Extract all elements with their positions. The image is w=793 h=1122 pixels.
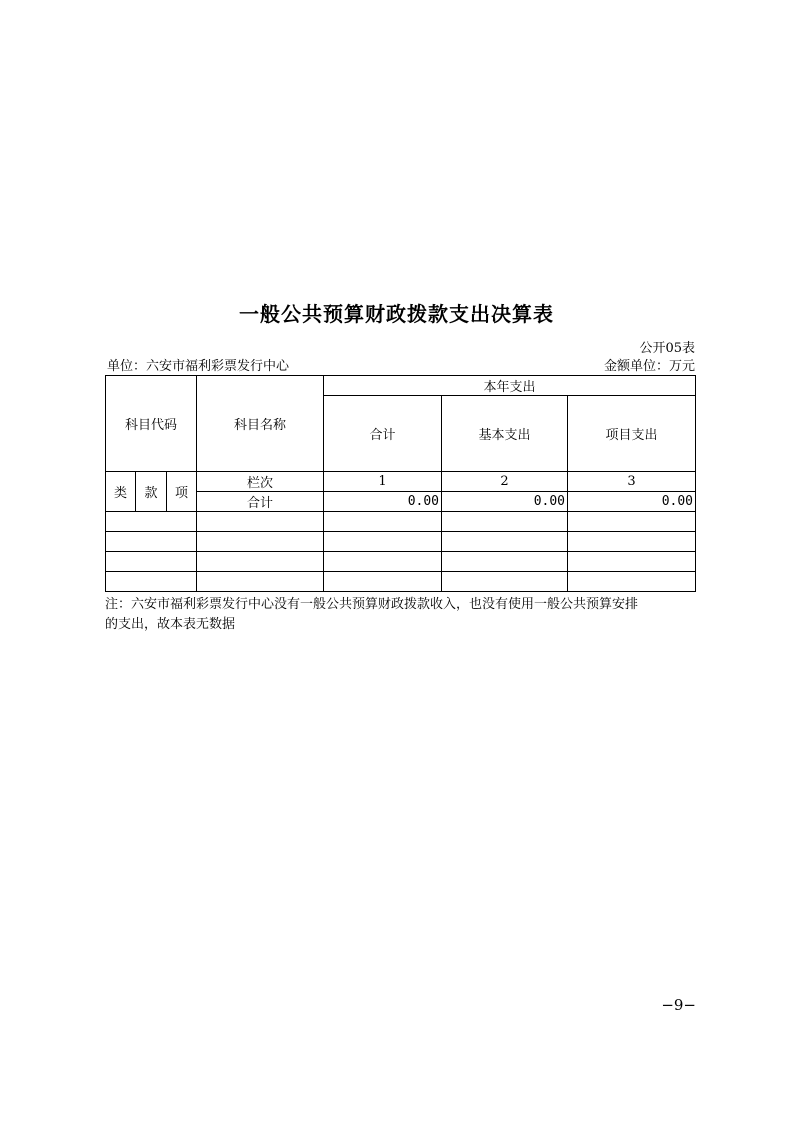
footnote [105, 595, 697, 635]
footnote-line: 的支出，故本表无数据 [105, 617, 236, 632]
empty-cell [197, 512, 324, 532]
empty-cell [324, 532, 442, 552]
basic-value: 0.00 [442, 492, 568, 512]
empty-cell [442, 572, 568, 592]
col-item: 项 [167, 472, 197, 512]
page-number: −9− [661, 996, 696, 1014]
total-value: 0.00 [324, 492, 442, 512]
row-total-label: 合计 [197, 492, 324, 512]
empty-cell [324, 572, 442, 592]
form-number: 公开05表 [639, 341, 695, 356]
empty-cell [568, 552, 696, 572]
empty-cell [324, 512, 442, 532]
header-basic: 基本支出 [442, 396, 568, 472]
col-no-3: 3 [568, 472, 696, 492]
empty-cell [442, 512, 568, 532]
empty-cell [197, 572, 324, 592]
footnote-line: 注：六安市福利彩票发行中心没有一般公共预算财政拨款收入，也没有使用一般公共预算安排 [105, 597, 639, 612]
header-current-year: 本年支出 [324, 376, 696, 396]
header-subject-code: 科目代码 [106, 376, 197, 472]
page-title: 一般公共预算财政拨款支出决算表 [239, 302, 554, 326]
empty-cell [568, 512, 696, 532]
expenditure-table [105, 375, 696, 592]
empty-cell [568, 532, 696, 552]
col-no-1: 1 [324, 472, 442, 492]
header-subject-name: 科目名称 [197, 376, 324, 472]
table-row [106, 512, 696, 532]
empty-cell [324, 552, 442, 572]
col-section: 款 [136, 472, 167, 512]
empty-cell [197, 552, 324, 572]
table-row [106, 572, 696, 592]
row-column-label: 栏次 [197, 472, 324, 492]
empty-cell [106, 572, 197, 592]
header-total: 合计 [324, 396, 442, 472]
table-row [106, 552, 696, 572]
empty-cell [197, 532, 324, 552]
project-value: 0.00 [568, 492, 696, 512]
column-number-row [106, 472, 696, 492]
empty-cell [106, 552, 197, 572]
amount-unit: 金额单位：万元 [603, 359, 695, 374]
empty-cell [106, 532, 197, 552]
col-no-2: 2 [442, 472, 568, 492]
table-row [106, 532, 696, 552]
col-class: 类 [106, 472, 136, 512]
empty-cell [442, 552, 568, 572]
empty-cell [442, 532, 568, 552]
reporting-unit: 单位：六安市福利彩票发行中心 [107, 359, 290, 374]
empty-cell [568, 572, 696, 592]
table-header-row [106, 376, 696, 396]
empty-cell [106, 512, 197, 532]
header-project: 项目支出 [568, 396, 696, 472]
